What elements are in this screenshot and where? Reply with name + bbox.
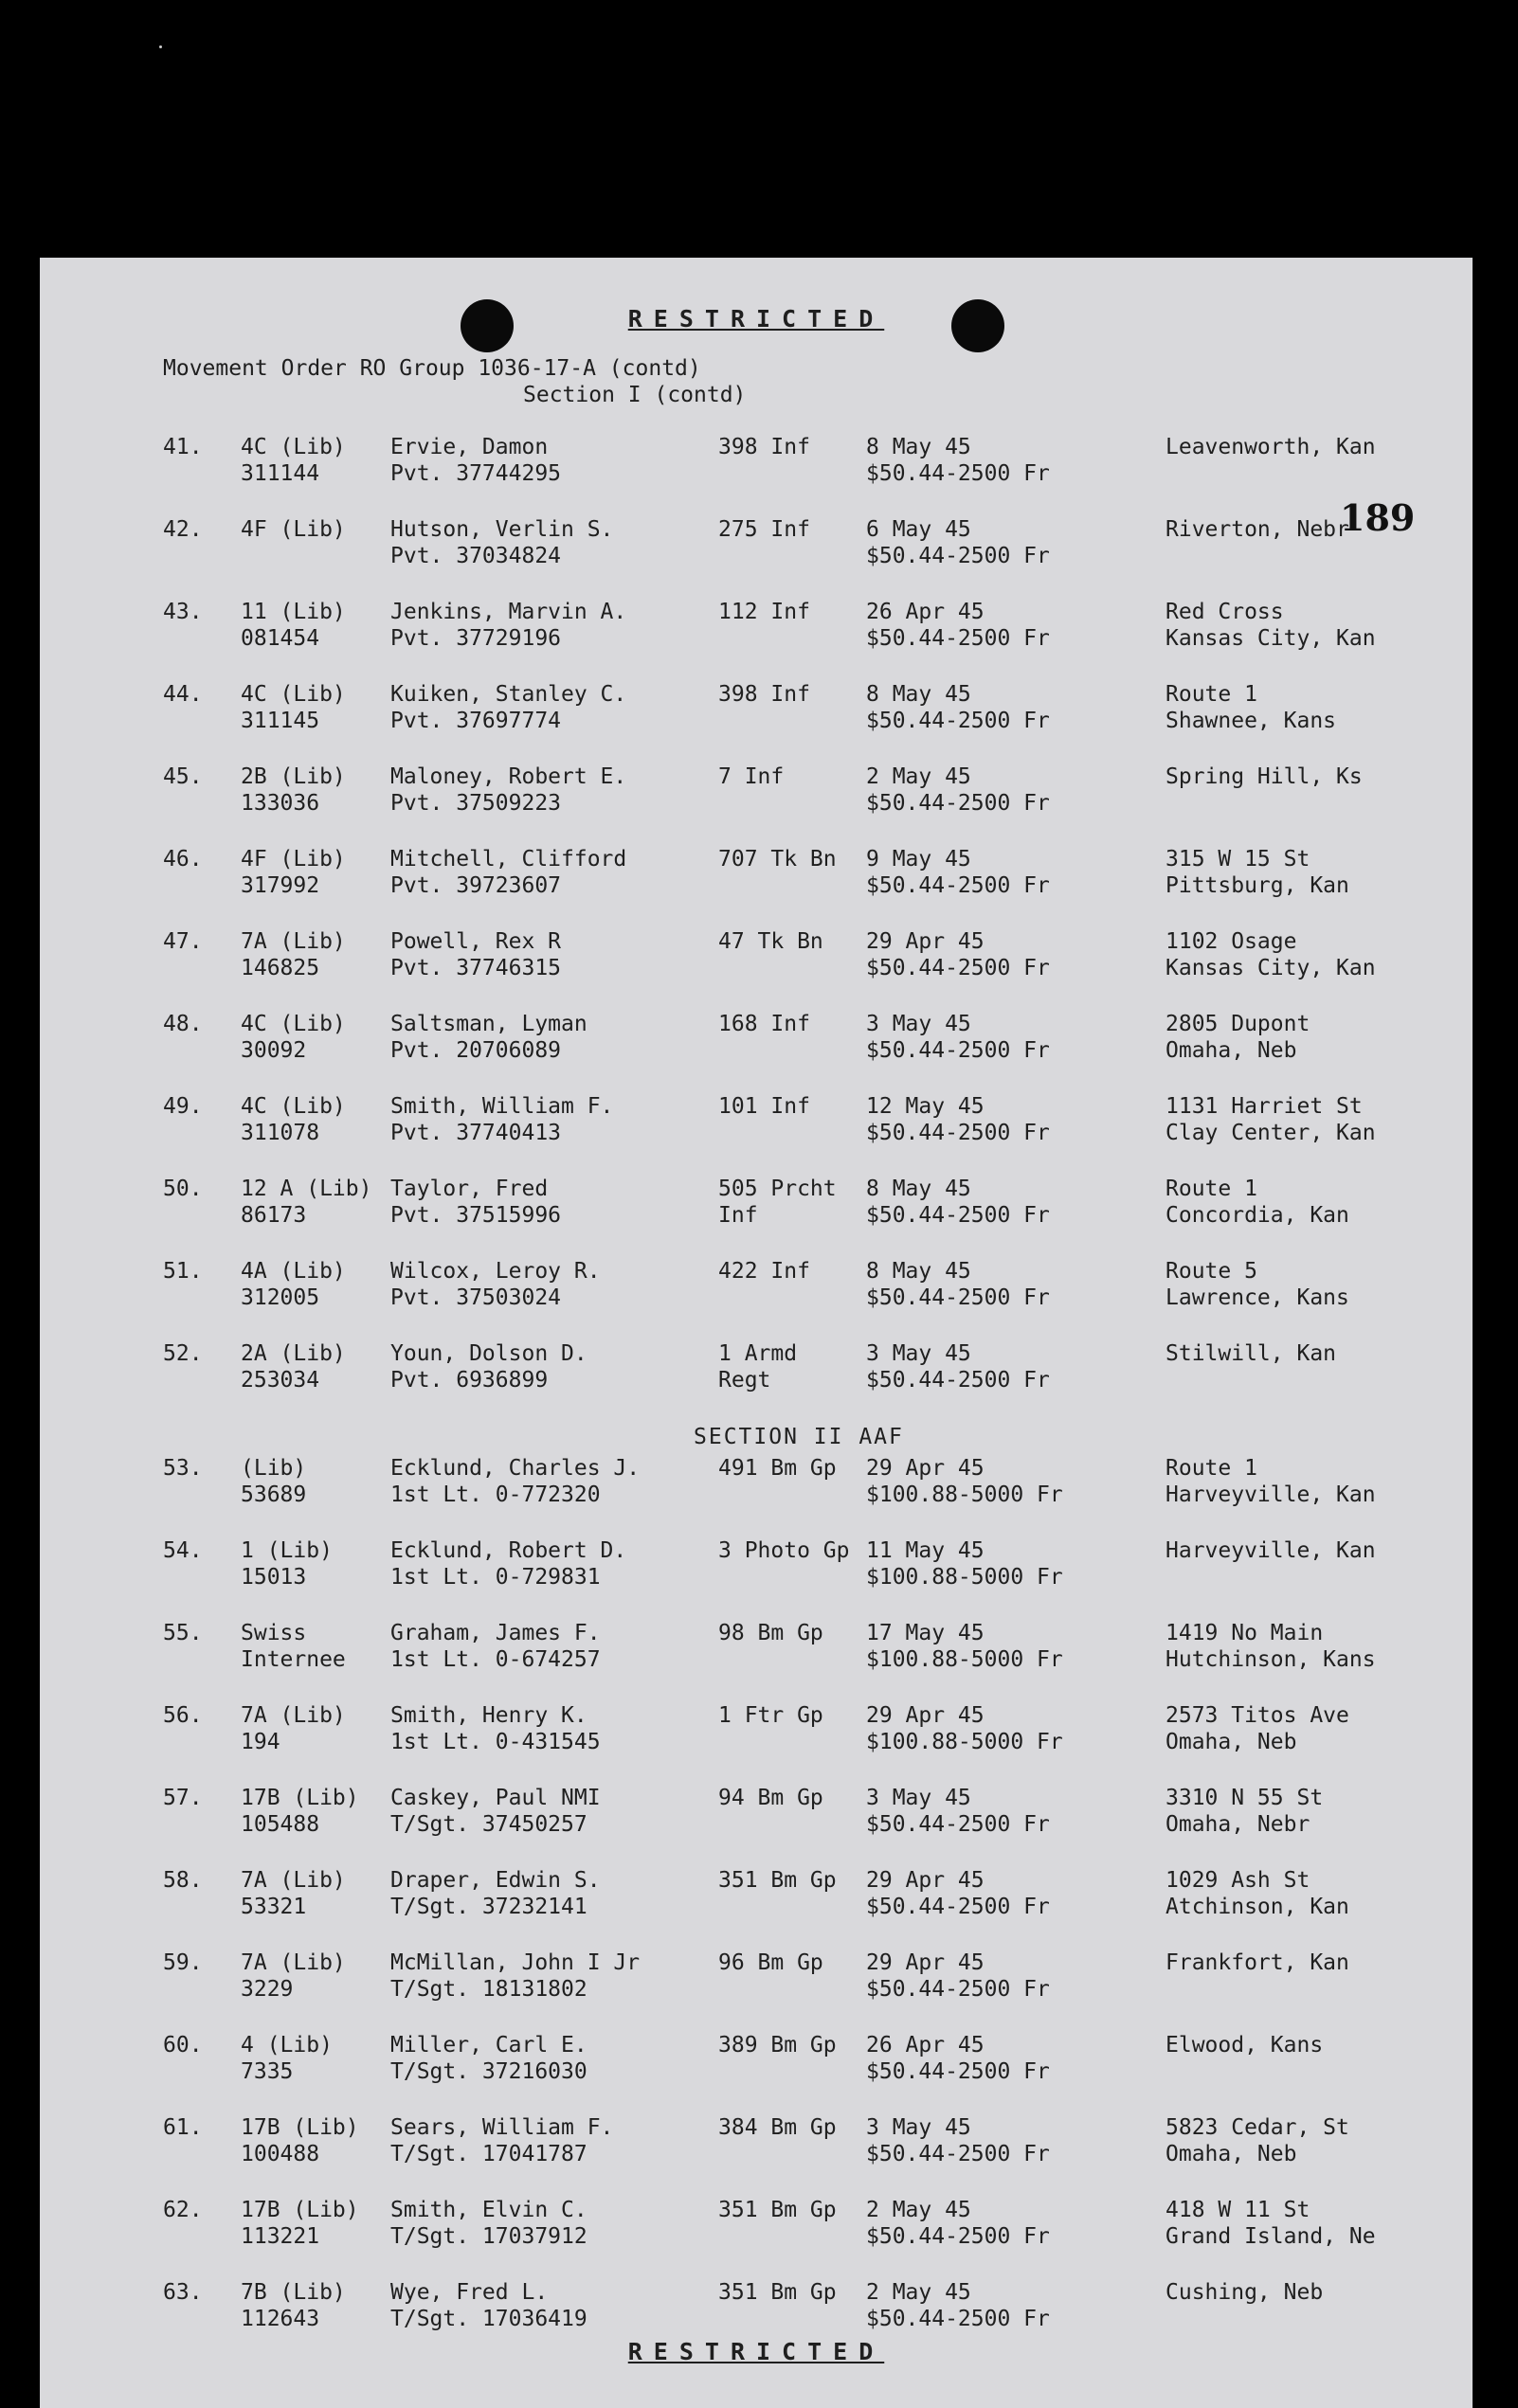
entry-group-2: 081454 bbox=[241, 626, 320, 651]
roster-row bbox=[40, 764, 1473, 839]
entry-group-2: 86173 bbox=[241, 1203, 307, 1228]
entry-date: 29 Apr 45 bbox=[866, 1868, 985, 1893]
entry-group-2: 113221 bbox=[241, 2224, 320, 2249]
entry-address-2: Concordia, Kan bbox=[1166, 1203, 1349, 1228]
entry-date-2: $50.44-2500 Fr bbox=[866, 2059, 1050, 2084]
entry-name: Draper, Edwin S. bbox=[390, 1868, 601, 1893]
entry-unit: 275 Inf bbox=[718, 517, 810, 542]
entry-date-2: $50.44-2500 Fr bbox=[866, 791, 1050, 816]
roster-row bbox=[40, 2197, 1473, 2273]
roster-row bbox=[40, 1455, 1473, 1531]
entry-name-2: Pvt. 6936899 bbox=[390, 1368, 549, 1393]
roster-row bbox=[40, 1093, 1473, 1169]
entry-number: 56. bbox=[163, 1703, 203, 1728]
entry-date-2: $50.44-2500 Fr bbox=[866, 461, 1050, 486]
entry-name-2: Pvt. 37746315 bbox=[390, 956, 562, 980]
entry-group-2: 146825 bbox=[241, 956, 320, 980]
entry-name: Smith, Henry K. bbox=[390, 1703, 587, 1728]
entry-group: 4C (Lib) bbox=[241, 682, 346, 707]
entry-name: Youn, Dolson D. bbox=[390, 1341, 587, 1366]
roster-row bbox=[40, 1176, 1473, 1251]
entry-date-2: $50.44-2500 Fr bbox=[866, 1203, 1050, 1228]
entry-number: 61. bbox=[163, 2115, 203, 2140]
entry-address: Route 1 bbox=[1166, 1177, 1257, 1201]
entry-number: 49. bbox=[163, 1094, 203, 1119]
entry-unit: 94 Bm Gp bbox=[718, 1786, 823, 1810]
entry-address: Cushing, Neb bbox=[1166, 2280, 1324, 2305]
entry-date: 3 May 45 bbox=[866, 1786, 971, 1810]
entry-group: 1 (Lib) bbox=[241, 1538, 333, 1563]
entry-address-2: Clay Center, Kan bbox=[1166, 1121, 1376, 1145]
entry-address: 1029 Ash St bbox=[1166, 1868, 1310, 1893]
entry-group-2: 15013 bbox=[241, 1565, 307, 1590]
entry-group-2: 311078 bbox=[241, 1121, 320, 1145]
entry-number: 54. bbox=[163, 1538, 203, 1563]
entry-address: Elwood, Kans bbox=[1166, 2033, 1324, 2058]
entry-address-2: Harveyville, Kan bbox=[1166, 1483, 1376, 1507]
entry-date: 8 May 45 bbox=[866, 682, 971, 707]
entry-group: 2B (Lib) bbox=[241, 764, 346, 789]
entry-name: Caskey, Paul NMI bbox=[390, 1786, 601, 1810]
entry-group: 4F (Lib) bbox=[241, 517, 346, 542]
entry-group: 4A (Lib) bbox=[241, 1259, 346, 1284]
entry-unit: 96 Bm Gp bbox=[718, 1950, 823, 1975]
entry-date: 26 Apr 45 bbox=[866, 2033, 985, 2058]
entry-group: 12 A (Lib) bbox=[241, 1177, 372, 1201]
entry-address: Harveyville, Kan bbox=[1166, 1538, 1376, 1563]
roster-row bbox=[40, 2114, 1473, 2190]
page-number: 189 bbox=[1340, 496, 1416, 539]
entry-address: Leavenworth, Kan bbox=[1166, 435, 1376, 459]
entry-date: 29 Apr 45 bbox=[866, 1950, 985, 1975]
entry-name: Miller, Carl E. bbox=[390, 2033, 587, 2058]
entry-name-2: Pvt. 37509223 bbox=[390, 791, 562, 816]
entry-number: 59. bbox=[163, 1950, 203, 1975]
entry-group-2: 53689 bbox=[241, 1483, 307, 1507]
entry-date: 12 May 45 bbox=[866, 1094, 985, 1119]
entry-date: 2 May 45 bbox=[866, 2198, 971, 2222]
entry-date-2: $50.44-2500 Fr bbox=[866, 1121, 1050, 1145]
entry-address: 1419 No Main bbox=[1166, 1621, 1324, 1645]
roster-row bbox=[40, 599, 1473, 674]
entry-date: 9 May 45 bbox=[866, 847, 971, 872]
entry-name-2: T/Sgt. 17041787 bbox=[390, 2142, 587, 2166]
entry-date: 17 May 45 bbox=[866, 1621, 985, 1645]
entry-date-2: $100.88-5000 Fr bbox=[866, 1647, 1063, 1672]
entry-name-2: Pvt. 20706089 bbox=[390, 1038, 562, 1063]
entry-group: 11 (Lib) bbox=[241, 600, 346, 624]
entry-address-2: Omaha, Neb bbox=[1166, 2142, 1297, 2166]
roster-row bbox=[40, 1011, 1473, 1087]
entry-date: 6 May 45 bbox=[866, 517, 971, 542]
roster-row bbox=[40, 1340, 1473, 1416]
roster-row bbox=[40, 1785, 1473, 1860]
entry-name: Maloney, Robert E. bbox=[390, 764, 627, 789]
entry-number: 50. bbox=[163, 1177, 203, 1201]
entry-group-2: Internee bbox=[241, 1647, 346, 1672]
roster-row bbox=[40, 2032, 1473, 2108]
entry-unit: 3 Photo Gp bbox=[718, 1538, 850, 1563]
entry-date-2: $50.44-2500 Fr bbox=[866, 1368, 1050, 1393]
entry-group: 7A (Lib) bbox=[241, 1868, 346, 1893]
entry-name-2: T/Sgt. 17037912 bbox=[390, 2224, 587, 2249]
entry-number: 42. bbox=[163, 517, 203, 542]
entry-group: 4C (Lib) bbox=[241, 435, 346, 459]
entry-date-2: $50.44-2500 Fr bbox=[866, 956, 1050, 980]
entry-date-2: $50.44-2500 Fr bbox=[866, 2142, 1050, 2166]
entry-address: Frankfort, Kan bbox=[1166, 1950, 1349, 1975]
entry-date: 11 May 45 bbox=[866, 1538, 985, 1563]
entry-group-2: 253034 bbox=[241, 1368, 320, 1393]
entry-name-2: 1st Lt. 0-729831 bbox=[390, 1565, 601, 1590]
entry-number: 48. bbox=[163, 1012, 203, 1036]
entry-date: 29 Apr 45 bbox=[866, 1703, 985, 1728]
entry-unit: 707 Tk Bn bbox=[718, 847, 837, 872]
entry-address: 2805 Dupont bbox=[1166, 1012, 1310, 1036]
entry-unit: 47 Tk Bn bbox=[718, 929, 823, 954]
entry-group: 4C (Lib) bbox=[241, 1094, 346, 1119]
entry-address: Route 1 bbox=[1166, 1456, 1257, 1481]
entry-number: 62. bbox=[163, 2198, 203, 2222]
entry-number: 47. bbox=[163, 929, 203, 954]
entry-name-2: 1st Lt. 0-772320 bbox=[390, 1483, 601, 1507]
entry-name: Powell, Rex R bbox=[390, 929, 562, 954]
entry-group-2: 53321 bbox=[241, 1895, 307, 1919]
entry-date-2: $50.44-2500 Fr bbox=[866, 626, 1050, 651]
entry-name-2: 1st Lt. 0-431545 bbox=[390, 1730, 601, 1754]
entry-address-2: Omaha, Nebr bbox=[1166, 1812, 1310, 1837]
entry-name: Smith, Elvin C. bbox=[390, 2198, 587, 2222]
entry-name-2: Pvt. 37503024 bbox=[390, 1285, 562, 1310]
entry-date-2: $50.44-2500 Fr bbox=[866, 544, 1050, 568]
entry-name: Graham, James F. bbox=[390, 1621, 601, 1645]
entry-address-2: Hutchinson, Kans bbox=[1166, 1647, 1376, 1672]
entry-group: 17B (Lib) bbox=[241, 2198, 359, 2222]
entry-group-2: 7335 bbox=[241, 2059, 294, 2084]
entry-number: 52. bbox=[163, 1341, 203, 1366]
entry-group-2: 100488 bbox=[241, 2142, 320, 2166]
entry-date-2: $100.88-5000 Fr bbox=[866, 1565, 1063, 1590]
entry-name: Saltsman, Lyman bbox=[390, 1012, 587, 1036]
entry-name-2: Pvt. 39723607 bbox=[390, 873, 562, 898]
entry-name-2: T/Sgt. 37232141 bbox=[390, 1895, 587, 1919]
entry-date: 3 May 45 bbox=[866, 1012, 971, 1036]
entry-date: 3 May 45 bbox=[866, 1341, 971, 1366]
entry-address-2: Atchinson, Kan bbox=[1166, 1895, 1349, 1919]
entry-group-2: 312005 bbox=[241, 1285, 320, 1310]
entry-unit: 398 Inf bbox=[718, 435, 810, 459]
entry-number: 45. bbox=[163, 764, 203, 789]
entry-group: Swiss bbox=[241, 1621, 307, 1645]
entry-address: Route 5 bbox=[1166, 1259, 1257, 1284]
entry-name: Wilcox, Leroy R. bbox=[390, 1259, 601, 1284]
entry-unit-2: Inf bbox=[718, 1203, 758, 1228]
entry-number: 51. bbox=[163, 1259, 203, 1284]
entry-unit: 101 Inf bbox=[718, 1094, 810, 1119]
entry-name: Mitchell, Clifford bbox=[390, 847, 627, 872]
entry-date-2: $50.44-2500 Fr bbox=[866, 709, 1050, 733]
entry-group-2: 112643 bbox=[241, 2307, 320, 2331]
entry-number: 43. bbox=[163, 600, 203, 624]
entry-date-2: $50.44-2500 Fr bbox=[866, 873, 1050, 898]
entry-unit: 491 Bm Gp bbox=[718, 1456, 837, 1481]
entry-address: 1131 Harriet St bbox=[1166, 1094, 1363, 1119]
entry-date: 2 May 45 bbox=[866, 764, 971, 789]
entry-name-2: T/Sgt. 37450257 bbox=[390, 1812, 587, 1837]
entry-group: 7A (Lib) bbox=[241, 1703, 346, 1728]
entry-unit: 98 Bm Gp bbox=[718, 1621, 823, 1645]
entry-date: 26 Apr 45 bbox=[866, 600, 985, 624]
entry-unit: 1 Armd bbox=[718, 1341, 798, 1366]
entry-date: 29 Apr 45 bbox=[866, 929, 985, 954]
entry-group-2: 194 bbox=[241, 1730, 280, 1754]
entry-address: 3310 N 55 St bbox=[1166, 1786, 1324, 1810]
entry-group-2: 133036 bbox=[241, 791, 320, 816]
header-line-2: Section I (contd) bbox=[523, 383, 747, 407]
entry-address: 1102 Osage bbox=[1166, 929, 1297, 954]
entry-number: 46. bbox=[163, 847, 203, 872]
entry-unit: 351 Bm Gp bbox=[718, 1868, 837, 1893]
entry-address-2: Grand Island, Ne bbox=[1166, 2224, 1376, 2249]
entry-date: 29 Apr 45 bbox=[866, 1456, 985, 1481]
scan-speck bbox=[159, 45, 162, 48]
entry-address-2: Kansas City, Kan bbox=[1166, 956, 1376, 980]
entry-group-2: 3229 bbox=[241, 1977, 294, 2002]
entry-group: 17B (Lib) bbox=[241, 1786, 359, 1810]
entry-unit: 384 Bm Gp bbox=[718, 2115, 837, 2140]
entry-name-2: T/Sgt. 18131802 bbox=[390, 1977, 587, 2002]
roster-row bbox=[40, 1537, 1473, 1613]
entry-name: Hutson, Verlin S. bbox=[390, 517, 614, 542]
entry-unit: 505 Prcht bbox=[718, 1177, 837, 1201]
entry-address: Red Cross bbox=[1166, 600, 1284, 624]
entry-name: Ervie, Damon bbox=[390, 435, 549, 459]
entry-unit: 112 Inf bbox=[718, 600, 810, 624]
header-line-1: Movement Order RO Group 1036-17-A (contd) bbox=[163, 356, 701, 381]
entry-name-2: Pvt. 37034824 bbox=[390, 544, 562, 568]
entry-group: 7B (Lib) bbox=[241, 2280, 346, 2305]
entry-date-2: $100.88-5000 Fr bbox=[866, 1483, 1063, 1507]
roster-row bbox=[40, 1950, 1473, 2025]
entry-number: 58. bbox=[163, 1868, 203, 1893]
roster-row bbox=[40, 1867, 1473, 1943]
entry-unit: 422 Inf bbox=[718, 1259, 810, 1284]
roster-row bbox=[40, 1620, 1473, 1696]
entry-group: 4F (Lib) bbox=[241, 847, 346, 872]
entry-address: 418 W 11 St bbox=[1166, 2198, 1310, 2222]
entry-number: 60. bbox=[163, 2033, 203, 2058]
entry-date: 8 May 45 bbox=[866, 1259, 971, 1284]
entry-date-2: $50.44-2500 Fr bbox=[866, 1038, 1050, 1063]
entry-date-2: $50.44-2500 Fr bbox=[866, 2307, 1050, 2331]
entry-address-2: Omaha, Neb bbox=[1166, 1038, 1297, 1063]
entry-name: Ecklund, Robert D. bbox=[390, 1538, 627, 1563]
roster-row bbox=[40, 846, 1473, 922]
entry-address: Spring Hill, Ks bbox=[1166, 764, 1363, 789]
entry-group: 2A (Lib) bbox=[241, 1341, 346, 1366]
entry-address-2: Omaha, Neb bbox=[1166, 1730, 1297, 1754]
entry-date-2: $50.44-2500 Fr bbox=[866, 1812, 1050, 1837]
entry-unit: 351 Bm Gp bbox=[718, 2280, 837, 2305]
entry-group: (Lib) bbox=[241, 1456, 307, 1481]
entry-group: 17B (Lib) bbox=[241, 2115, 359, 2140]
entry-name-2: Pvt. 37729196 bbox=[390, 626, 562, 651]
restricted-heading-top: RESTRICTED bbox=[627, 305, 885, 332]
entry-group-2: 105488 bbox=[241, 1812, 320, 1837]
entry-group: 7A (Lib) bbox=[241, 1950, 346, 1975]
entry-name: Smith, William F. bbox=[390, 1094, 614, 1119]
entry-date: 3 May 45 bbox=[866, 2115, 971, 2140]
entry-name-2: Pvt. 37515996 bbox=[390, 1203, 562, 1228]
entry-address-2: Shawnee, Kans bbox=[1166, 709, 1337, 733]
entry-number: 44. bbox=[163, 682, 203, 707]
entry-address: 2573 Titos Ave bbox=[1166, 1703, 1349, 1728]
entry-unit: 398 Inf bbox=[718, 682, 810, 707]
entry-name-2: T/Sgt. 37216030 bbox=[390, 2059, 587, 2084]
entry-date-2: $100.88-5000 Fr bbox=[866, 1730, 1063, 1754]
roster-row bbox=[40, 516, 1473, 592]
document-page bbox=[40, 258, 1473, 2408]
entry-unit: 7 Inf bbox=[718, 764, 785, 789]
entry-group: 4C (Lib) bbox=[241, 1012, 346, 1036]
entry-address-2: Lawrence, Kans bbox=[1166, 1285, 1349, 1310]
entry-unit: 351 Bm Gp bbox=[718, 2198, 837, 2222]
entry-number: 41. bbox=[163, 435, 203, 459]
entry-address-2: Pittsburg, Kan bbox=[1166, 873, 1349, 898]
entry-date: 2 May 45 bbox=[866, 2280, 971, 2305]
entry-unit: 389 Bm Gp bbox=[718, 2033, 837, 2058]
entry-name: Kuiken, Stanley C. bbox=[390, 682, 627, 707]
entry-unit-2: Regt bbox=[718, 1368, 771, 1393]
entry-name: Wye, Fred L. bbox=[390, 2280, 549, 2305]
entry-number: 57. bbox=[163, 1786, 203, 1810]
entry-date-2: $50.44-2500 Fr bbox=[866, 1895, 1050, 1919]
entry-number: 53. bbox=[163, 1456, 203, 1481]
entry-address: Riverton, Nebr bbox=[1166, 517, 1349, 542]
entry-date-2: $50.44-2500 Fr bbox=[866, 2224, 1050, 2249]
entry-group: 4 (Lib) bbox=[241, 2033, 333, 2058]
entry-name: Sears, William F. bbox=[390, 2115, 614, 2140]
entry-group-2: 311144 bbox=[241, 461, 320, 486]
section-divider: SECTION II AAF bbox=[694, 1425, 904, 1449]
entry-date: 8 May 45 bbox=[866, 1177, 971, 1201]
entry-group-2: 311145 bbox=[241, 709, 320, 733]
entry-unit: 1 Ftr Gp bbox=[718, 1703, 823, 1728]
entry-name: McMillan, John I Jr bbox=[390, 1950, 641, 1975]
roster-row bbox=[40, 928, 1473, 1004]
entry-address-2: Kansas City, Kan bbox=[1166, 626, 1376, 651]
entry-name-2: Pvt. 37740413 bbox=[390, 1121, 562, 1145]
entry-number: 55. bbox=[163, 1621, 203, 1645]
restricted-heading-bottom: RESTRICTED bbox=[627, 2338, 885, 2365]
entry-unit: 168 Inf bbox=[718, 1012, 810, 1036]
entry-date-2: $50.44-2500 Fr bbox=[866, 1285, 1050, 1310]
entry-name: Jenkins, Marvin A. bbox=[390, 600, 627, 624]
entry-name-2: 1st Lt. 0-674257 bbox=[390, 1647, 601, 1672]
entry-name: Taylor, Fred bbox=[390, 1177, 549, 1201]
entry-date-2: $50.44-2500 Fr bbox=[866, 1977, 1050, 2002]
entry-group-2: 30092 bbox=[241, 1038, 307, 1063]
entry-name: Ecklund, Charles J. bbox=[390, 1456, 641, 1481]
entry-group: 7A (Lib) bbox=[241, 929, 346, 954]
entry-address: Route 1 bbox=[1166, 682, 1257, 707]
entry-name-2: Pvt. 37744295 bbox=[390, 461, 562, 486]
roster-row bbox=[40, 434, 1473, 510]
entry-name-2: T/Sgt. 17036419 bbox=[390, 2307, 587, 2331]
roster-row bbox=[40, 1258, 1473, 1334]
entry-address: 315 W 15 St bbox=[1166, 847, 1310, 872]
entry-address: Stilwill, Kan bbox=[1166, 1341, 1337, 1366]
roster-row bbox=[40, 681, 1473, 757]
entry-address: 5823 Cedar, St bbox=[1166, 2115, 1349, 2140]
roster-row bbox=[40, 1702, 1473, 1778]
entry-date: 8 May 45 bbox=[866, 435, 971, 459]
entry-name-2: Pvt. 37697774 bbox=[390, 709, 562, 733]
entry-number: 63. bbox=[163, 2280, 203, 2305]
entry-group-2: 317992 bbox=[241, 873, 320, 898]
